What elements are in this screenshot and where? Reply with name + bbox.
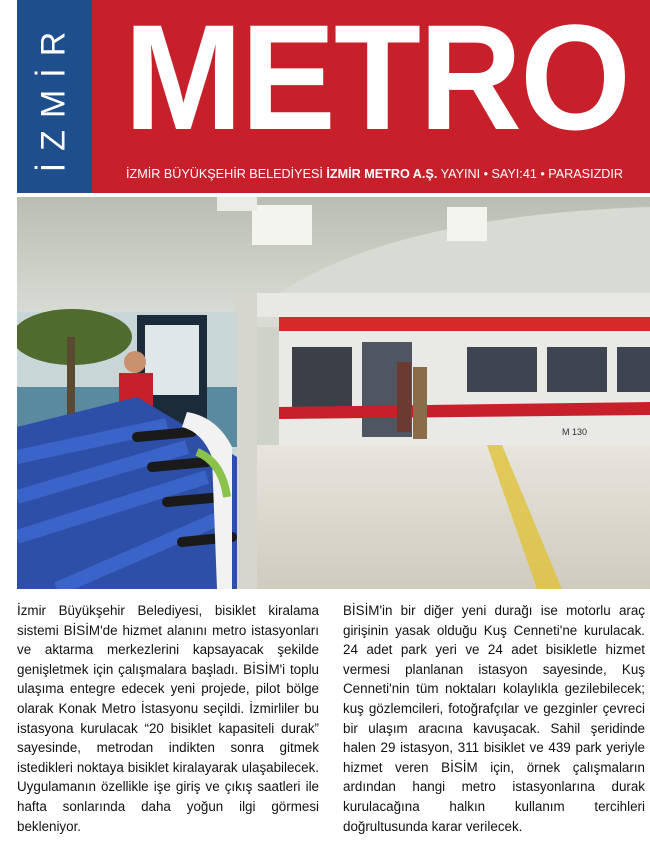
metro-train bbox=[279, 317, 650, 445]
publication-subtitle: İZMİR BÜYÜKŞEHİR BELEDİYESİ İZMİR METRO A.Ş. YAYINI • SAYI:41 • PARASIZDIR bbox=[126, 166, 624, 181]
publication-title: METRO bbox=[124, 0, 630, 161]
passenger bbox=[397, 362, 411, 432]
city-label: İZMİR bbox=[34, 19, 73, 173]
ceiling-light bbox=[447, 207, 487, 241]
cover-photo bbox=[17, 197, 650, 589]
passenger bbox=[413, 367, 427, 439]
masthead-title-band bbox=[92, 0, 650, 193]
article-column-1: İzmir Büyükşehir Belediyesi, bisiklet kiralama sistemi BİSİM'de hizmet alanını metro istasyonları ve aktarma merkezlerini kapsayacak şekilde genişletmek için çalışmalara başladı. BİSİM'i toplu ulaşıma entegre edecek yeni projede, pilot bölge olarak Konak Metro İstasyonu seçildi. İzmirliler bu istasyona kurulacak “20 bisiklet kapasiteli durak” sayesinde, metrodan indikten sonra gitmek istedikleri noktaya bisiklet kiralayarak ulaşabilecek. Uygulamanın özellikle işe giriş ve çıkış saatleri ile hafta sonlarında daha yoğun ilgi görmesi bekleniyor. bbox=[17, 603, 319, 834]
article-column-2: BİSİM'in bir diğer yeni durağı ise motorlu araç girişinin yasak olduğu Kuş Cenneti'ne kurulacak. 24 adet park yeri ve 24 adet bisikletle hizmet vermesi planlanan istasyon sayesinde, Kuş Cenneti'nin tüm noktaları kolaylıkla gezilebilecek; kuş gözlemcileri, fotoğrafçılar ve gezginler çevreci bir ulaşım aracına kavuşacak. Sahil şeridinde halen 29 istasyon, 311 bisiklet ve 439 park yeriyle hizmet veren BİSİM için, örnek çalışmaların ardından hangi metro istasyonlarına durak kurulacağına halkın kullanım tercihleri doğrultusunda karar verilecek. bbox=[343, 603, 645, 834]
bicycle-rack bbox=[17, 397, 237, 589]
masthead-side-band bbox=[17, 0, 92, 193]
ceiling-light bbox=[252, 205, 312, 245]
masthead bbox=[17, 0, 650, 193]
train-number: M 130 bbox=[562, 427, 588, 437]
station-bike-illustration bbox=[17, 197, 650, 589]
